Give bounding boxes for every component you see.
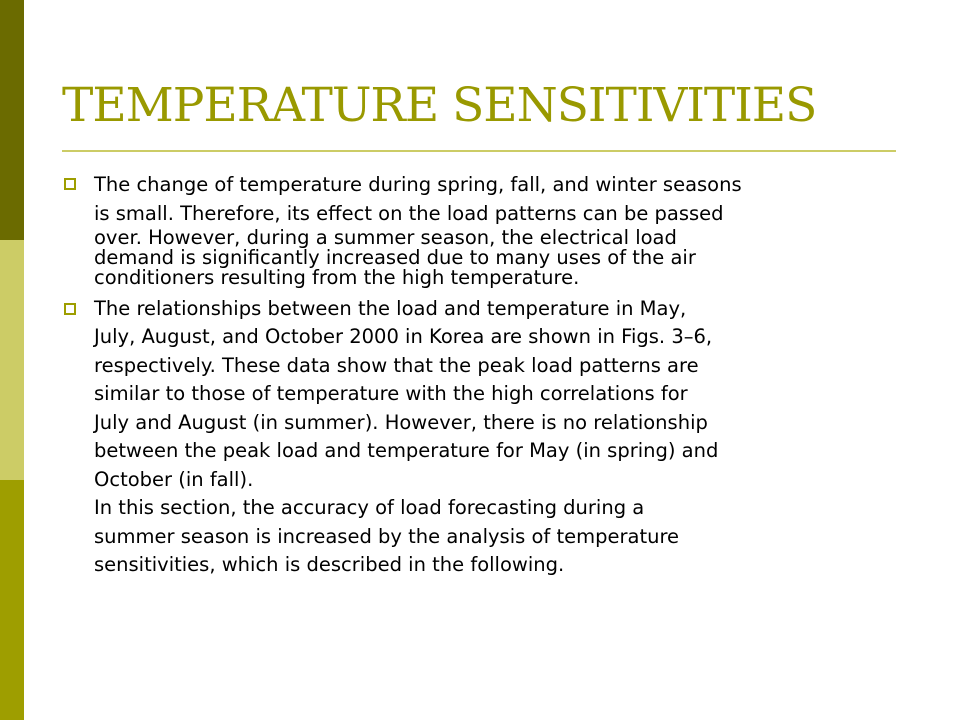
title-underline <box>62 150 896 152</box>
bullet-line: The change of temperature during spring, fall, and winter seasons <box>94 173 742 196</box>
slide-title: TEMPERATURE SENSITIVITIES <box>62 78 817 133</box>
bullet-line: summer season is increased by the analysis of temperature <box>94 524 680 548</box>
bullet-line: is small. Therefore, its effect on the load patterns can be passed <box>94 202 724 225</box>
bullet-item <box>62 170 912 288</box>
slide-body <box>62 170 912 580</box>
bullet-line: In this section, the accuracy of load forecasting during a <box>94 496 645 519</box>
bullet-line: October (in fall). <box>94 467 254 491</box>
bullet-line: conditioners resulting from the high temperature. <box>94 266 580 289</box>
bullet-line: between the peak load and temperature for May (in spring) and <box>94 439 719 462</box>
bullet-line: July, August, and October 2000 in Korea are shown in Figs. 3–6, <box>94 325 713 348</box>
bullet-line: The relationships between the load and temperature in May, <box>94 297 687 320</box>
bullet-line: respectively. These data show that the peak load patterns are <box>94 353 699 377</box>
side-band-bottom <box>0 480 24 720</box>
bullet-line: sensitivities, which is described in the following. <box>94 553 565 576</box>
bullet-item <box>62 295 912 580</box>
bullet-line: demand is significantly increased due to many uses of the air <box>94 246 696 269</box>
side-band-top <box>0 0 24 240</box>
bullet-line: similar to those of temperature with the high correlations for <box>94 382 688 405</box>
side-band-middle <box>0 240 24 480</box>
square-bullet-icon <box>64 303 76 315</box>
square-bullet-icon <box>64 178 76 190</box>
bullet-line: July and August (in summer). However, there is no relationship <box>94 410 708 434</box>
bullet-line: over. However, during a summer season, the electrical load <box>94 226 677 249</box>
